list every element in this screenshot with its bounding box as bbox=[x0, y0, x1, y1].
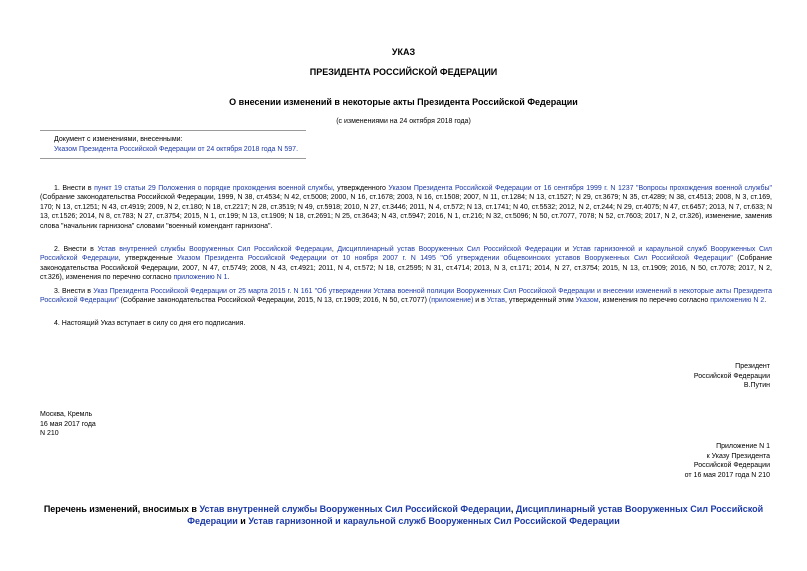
signature-block bbox=[570, 362, 770, 391]
paragraph-1-link-regulation[interactable]: пункт 19 статьи 29 Положения о порядке прохождения военной службы bbox=[94, 185, 333, 192]
paragraph-3-text-b: (Собрание законодательства Российской Федерации, 2015, N 13, ст.1909; 2016, N 50, ст.7077) bbox=[118, 297, 429, 305]
paragraph-3-text-e: , изменения по перечню согласно bbox=[598, 297, 711, 305]
paragraph-2-link-garrison-charter[interactable]: Устав гарнизонной и караульной служб Вооруженных Сил Российской Федерации bbox=[40, 246, 773, 263]
appendix-title bbox=[40, 503, 767, 527]
paragraph-2-text-a: 2. Внести в bbox=[54, 246, 98, 253]
paragraph-1-text-b: , утвержденного bbox=[332, 185, 389, 192]
paragraph-2-text-c: и bbox=[561, 246, 573, 253]
paragraph-2-link-internal-service-charter[interactable]: Устав внутренней службы Вооруженных Сил Российской Федерации bbox=[97, 246, 332, 253]
decree-number: N 210 bbox=[40, 430, 59, 437]
decree-subject: О внесении изменений в некоторые акты Президента Российской Федерации bbox=[229, 97, 578, 107]
paragraph-2-link-decree-1495[interactable]: Указом Президента Российской Федерации от 10 ноября 2007 г. N 1495 "Об утверждении общевоинских уставов Вооруженных Сил Российской Федерации" bbox=[177, 255, 733, 263]
changes-link[interactable]: Указом Президента Российской Федерации от 24 октября 2018 года N 597. bbox=[54, 146, 299, 153]
signature-org: Российской Федерации bbox=[693, 372, 770, 380]
appendix-number: Приложение N 1 bbox=[716, 443, 770, 450]
paragraph-3-link-appendix-2[interactable]: приложению N 2 bbox=[710, 297, 765, 305]
paragraph-1 bbox=[40, 184, 772, 231]
signing-place: Москва, Кремль bbox=[40, 411, 93, 418]
paragraph-3-text-d: , утвержденный этим bbox=[505, 297, 576, 305]
paragraph-3-text-f: . bbox=[764, 297, 767, 305]
appendix-title-link-disciplinary-charter[interactable]: Дисциплинарный устав Вооруженных Сил Российской Федерации bbox=[187, 504, 764, 526]
changes-bottom-rule bbox=[40, 158, 306, 159]
document-type-title: УКАЗ bbox=[391, 47, 416, 57]
appendix-to-decree: к Указу Президента bbox=[706, 452, 770, 460]
place-date-block bbox=[40, 410, 96, 439]
paragraph-3-text-a: 3. Внести в bbox=[54, 288, 94, 295]
paragraph-2 bbox=[40, 245, 772, 283]
paragraph-3 bbox=[40, 287, 772, 306]
paragraph-3-link-decree[interactable]: Указом bbox=[575, 297, 599, 305]
paragraph-1-link-decree-1237[interactable]: Указом Президента Российской Федерации от 16 сентября 1999 г. N 1237 "Вопросы прохождения военной службы" bbox=[388, 185, 772, 192]
signature-name: В.Путин bbox=[743, 382, 770, 389]
paragraph-2-text-b: , bbox=[331, 246, 338, 253]
paragraph-3-link-decree-161[interactable]: Указ Президента Российской Федерации от 25 марта 2015 г. N 161 "Об утверждении Устава военной полиции Вооруженных Сил Российской Федерации и внесении изменений в некоторые акты Президента Российской Федерации" bbox=[40, 288, 773, 305]
appendix-title-text-c: и bbox=[237, 516, 249, 526]
appendix-title-text-b: , bbox=[510, 504, 516, 514]
signature-title: Президент bbox=[735, 363, 770, 370]
paragraph-1-text-a: 1. Внести в bbox=[54, 185, 95, 192]
paragraph-3-link-charter[interactable]: Устав bbox=[486, 297, 506, 305]
paragraph-2-link-disciplinary-charter[interactable]: Дисциплинарный устав Вооруженных Сил Российской Федерации bbox=[337, 246, 562, 253]
paragraph-3-text-c: и в bbox=[473, 297, 487, 305]
changes-label: Документ с изменениями, внесенными: bbox=[54, 136, 183, 143]
appendix-org: Российской Федерации bbox=[693, 462, 770, 469]
changes-top-rule bbox=[40, 130, 306, 131]
paragraph-2-text-e: (Собрание законодательства Российской Федерации, 2007, N 47, ст.5749; 2008, N 43, ст.4921; 2011, N 4, ст.572; N 18, ст.2595; N 31, ст.4714; 2013, N 3, ст.171; 2014, N 27, ст.3754; 2015, N 13, ст.1909; 2016, N 50, ст.7078; 2017, N 2, ст.326), изменения по перечню согласно bbox=[40, 255, 772, 282]
appendix-reference bbox=[570, 442, 770, 480]
paragraph-2-link-appendix-1[interactable]: приложению N 1 bbox=[173, 274, 228, 282]
appendix-title-text-a: Перечень изменений, вносимых в bbox=[43, 504, 200, 514]
signing-date: 16 мая 2017 года bbox=[40, 420, 96, 428]
paragraph-1-text-c: (Собрание законодательства Российской Федерации, 1999, N 38, ст.4534; N 42, ст.5008; 2000, N 16, ст.1678; 2003, N 16, ст.1508; 2007, N 11, ст.1284; N 13, ст.1527; N 29, ст.3679; N 35, ст.4289; N 38, ст.4513; 2008, N 3, ст.169, 170; N 13, ст.1251; N 43, ст.4919; 2009, N 2, ст.180; N 18, ст.2217; N 28, ст.3519; N 49, ст.5918; 2010, N 27, ст.3446; 2011, N 4, ст.572; N 13, ст.1741; N 40, ст.5532; 2012, N 2, ст.244; N 29, ст.4075; N 47, ст.6457; 2013, N 7, ст.633; N 13, ст.1526; 2014, N 8, ст.783; N 27, ст.3754; 2015, N 1, ст.199; N 13, ст.1909; N 18, ст.2691; N 25, ст.3643; N 43, ст.5947; 2016, N 1, ст.216; N 32, ст.5096; N 50, ст.7077, 7078; N 52, ст.7603; 2017, N 2, ст.326), изменение, заменив слова "начальник гарнизона" словами "военный комендант гарнизона". bbox=[40, 194, 772, 230]
paragraph-2-text-d: , утвержденные bbox=[118, 255, 178, 263]
appendix-title-link-internal-service-charter[interactable]: Устав внутренней службы Вооруженных Сил Российской Федерации bbox=[199, 504, 511, 514]
edition-note: (с изменениями на 24 октября 2018 года) bbox=[336, 118, 471, 125]
paragraph-2-text-f: . bbox=[227, 274, 230, 282]
paragraph-3-link-appendix[interactable]: (приложение) bbox=[428, 297, 474, 305]
paragraph-4: 4. Настоящий Указ вступает в силу со дня его подписания. bbox=[54, 320, 246, 327]
appendix-title-link-garrison-charter[interactable]: Устав гарнизонной и караульной служб Вооруженных Сил Российской Федерации bbox=[248, 516, 620, 526]
issuer-title: ПРЕЗИДЕНТА РОССИЙСКОЙ ФЕДЕРАЦИИ bbox=[309, 67, 498, 77]
appendix-date: от 16 мая 2017 года N 210 bbox=[684, 471, 770, 479]
